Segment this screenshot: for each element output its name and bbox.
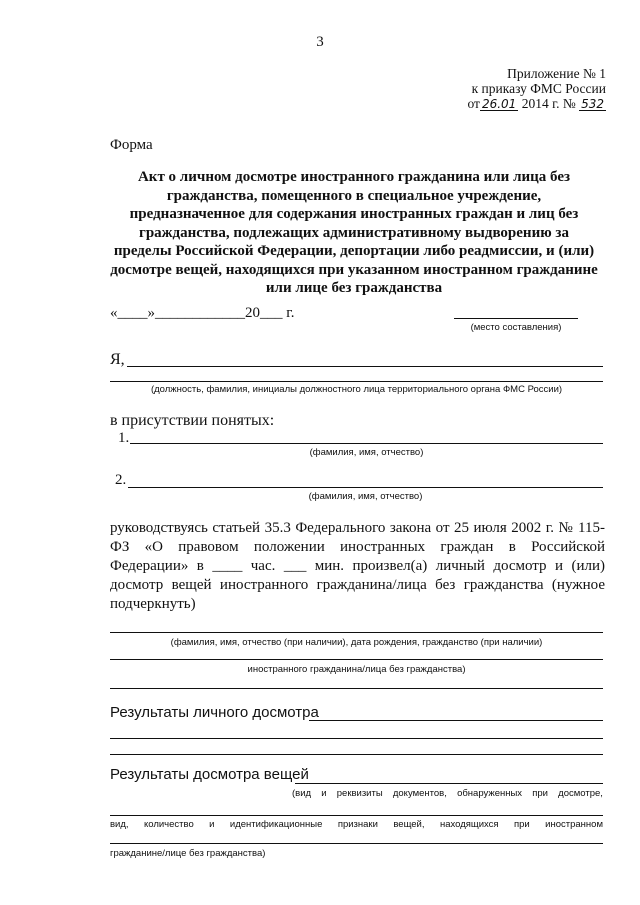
witness-1-caption: (фамилия, имя, отчество) (309, 447, 424, 458)
witness-2-caption: (фамилия, имя, отчество) (308, 491, 423, 502)
witness-2-line (128, 487, 603, 488)
items-results-label: Результаты досмотра вещей (110, 766, 309, 783)
items-caption (110, 819, 603, 830)
appendix-line-1: Приложение № 1 (507, 66, 606, 81)
caption-word: вещей, (393, 819, 425, 830)
items-line-2 (110, 815, 603, 816)
appendix-year: 2014 г. № (521, 96, 576, 111)
appendix-block (467, 66, 606, 111)
handwritten-number: 532 (581, 97, 604, 111)
personal-results-label: Результаты личного досмотра (110, 704, 319, 721)
items-line-3 (110, 843, 603, 844)
caption-word: при (532, 788, 548, 799)
person-line (110, 632, 603, 633)
appendix-from: от (467, 96, 480, 111)
docs-caption (292, 788, 603, 799)
caption-word: реквизиты (336, 788, 383, 799)
caption-word: и (321, 788, 327, 799)
personal-results-line-2 (110, 738, 603, 739)
caption-word: находящихся (439, 819, 499, 830)
caption-word: иностранном (545, 819, 603, 830)
witnesses-label: в присутствии понятых: (110, 412, 275, 429)
i-label: Я, (110, 351, 125, 368)
place-line (454, 318, 578, 319)
main-paragraph: руководствуясь статьей 35.3 Федерального закона от 25 июля 2002 г. № 115-ФЗ «О правовом положении иностранных граждан в Российской Федерации» в ____ час. ___ мин. произвел(а) личный досмотр и (или) досмотр вещей иностранного гражданина/лица без гражданства (нужное подчеркнуть) (110, 520, 605, 612)
page-number: 3 (316, 34, 324, 50)
appendix-line-3 (467, 96, 606, 111)
items-results-line (295, 783, 603, 784)
personal-results-line (309, 720, 603, 721)
caption-word: досмотре, (558, 788, 603, 799)
caption-word: документов, (392, 788, 447, 799)
blank-line-1 (110, 688, 603, 689)
personal-results-line-3 (110, 754, 603, 755)
handwritten-date: 26.01 (481, 97, 517, 111)
official-caption: (должность, фамилия, инициалы должностного лица территориального органа ФМС России) (150, 384, 563, 395)
document-title: Акт о личном досмотре иностранного гражданина или лица без гражданства, помещенного в специальное учреждение, предназначенное для содержания иностранных граждан и лиц без гражданства, подлежащих административному выдворению за пределы Российской Федерации, депортации либо реадмиссии, и (или) досмотре вещей, находящихся при указанном иностранном гражданине или лице без гражданства (110, 169, 598, 296)
last-caption: гражданине/лице без гражданства) (110, 848, 266, 859)
caption-word: количество (143, 819, 194, 830)
foreigner-caption: иностранного гражданина/лица без гражданства) (247, 664, 466, 675)
caption-word: и (209, 819, 215, 830)
caption-word: обнаруженных (457, 788, 523, 799)
foreigner-line (110, 659, 603, 660)
official-line-2 (110, 381, 603, 382)
form-label: Форма (110, 137, 153, 153)
caption-word: (вид (292, 788, 312, 799)
person-caption: (фамилия, имя, отчество (при наличии), дата рождения, гражданство (при наличии) (170, 637, 543, 648)
witness-1-line (130, 443, 603, 444)
official-line-1 (127, 366, 603, 367)
caption-word: вид, (110, 819, 129, 830)
date-line: «____»____________20___ г. (110, 305, 295, 321)
caption-word: признаки (337, 819, 378, 830)
caption-word: идентификационные (229, 819, 323, 830)
appendix-line-2: к приказу ФМС России (471, 81, 606, 96)
witness-2-number: 2. (115, 472, 127, 488)
place-caption: (место составления) (470, 322, 562, 333)
caption-word: при (514, 819, 530, 830)
witness-1-number: 1. (118, 430, 130, 446)
